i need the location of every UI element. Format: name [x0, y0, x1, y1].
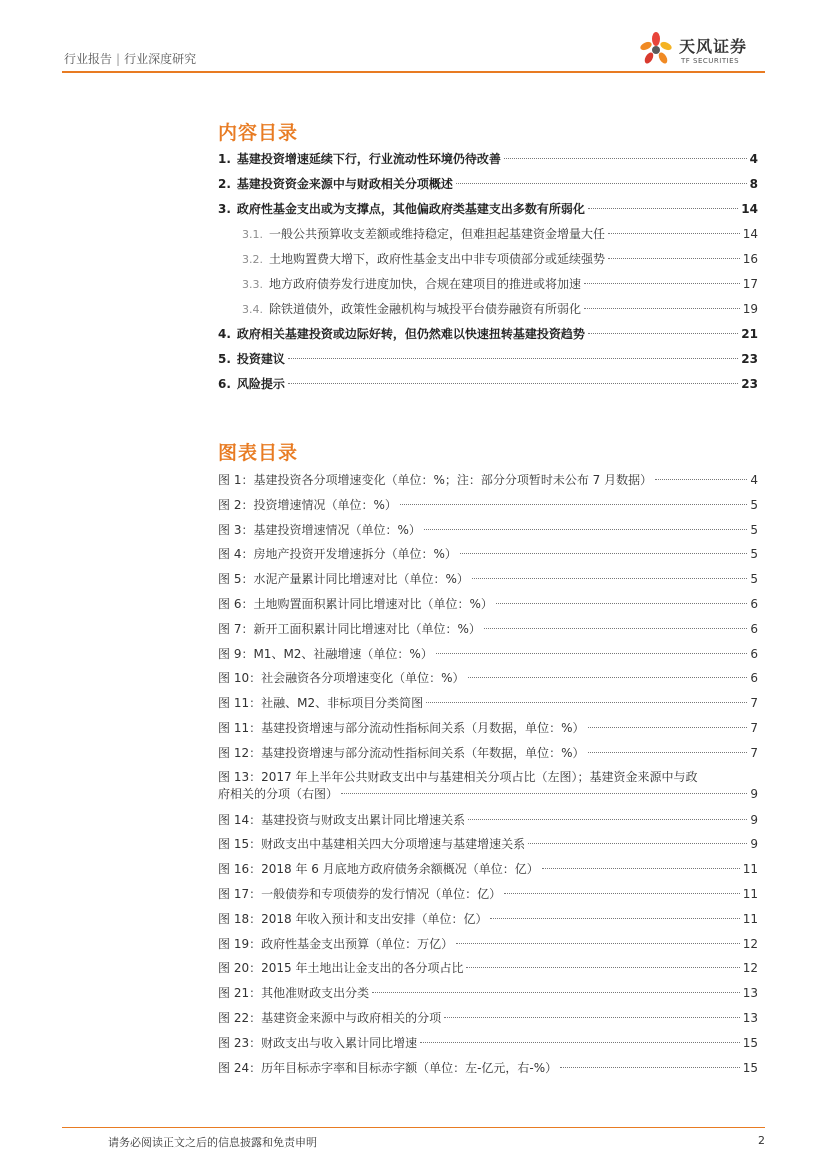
toc-entry-number: 1.: [218, 152, 231, 166]
figure-entry-text: 图 1：基建投资各分项增速变化（单位：%；注：部分分项暂时未公布 7 月数据）: [218, 473, 653, 487]
toc-entry-page: 8: [749, 177, 758, 191]
figure-leader-dots: [436, 653, 748, 654]
figure-leader-dots: [560, 1067, 740, 1068]
figure-entry-page: 5: [750, 497, 758, 512]
figure-leader-dots: [542, 868, 740, 869]
toc-entry-text: 政府性基金支出或为支撑点，其他偏政府类基建支出多数有所弱化: [236, 202, 585, 216]
toc-leader-dots: [288, 383, 738, 384]
breadcrumb-category: 行业报告: [64, 52, 113, 66]
figure-entry-page: 12: [742, 961, 758, 976]
figure-entry-page: 6: [750, 646, 758, 661]
breadcrumb: [64, 50, 196, 67]
footer-divider: [62, 1127, 765, 1128]
figure-entry[interactable]: [218, 907, 758, 932]
toc-entry-number: 4.: [218, 327, 231, 341]
figure-entry-page: 6: [750, 621, 758, 636]
figure-entry-page: 15: [742, 1060, 758, 1075]
figure-entry[interactable]: [218, 808, 758, 833]
figure-entry[interactable]: [218, 518, 758, 543]
figure-entry-text: 图 6：土地购置面积累计同比增速对比（单位：%）: [218, 596, 493, 611]
toc-leader-dots: [584, 283, 740, 284]
figure-entry[interactable]: [218, 716, 758, 741]
figure-entry[interactable]: [218, 857, 758, 882]
toc-entry[interactable]: [218, 372, 758, 397]
toc-entry[interactable]: [218, 197, 758, 222]
figure-entry-page: 11: [742, 911, 758, 926]
figure-entry-text-line2: 府相关的分项（右图）: [218, 786, 339, 801]
figure-leader-dots: [504, 893, 740, 894]
toc-entry-text: 基建投资增速延续下行，行业流动性环境仍待改善: [236, 152, 501, 166]
page-number: 2: [758, 1134, 765, 1147]
figure-entry[interactable]: [218, 882, 758, 907]
figure-leader-dots: [528, 843, 747, 844]
toc-entry[interactable]: [218, 272, 758, 297]
figure-entry-page: 5: [750, 522, 758, 537]
toc-entry-text: 政府相关基建投资或边际好转，但仍然难以快速扭转基建投资趋势: [236, 327, 585, 341]
figure-entry-page: 15: [742, 1035, 758, 1050]
figure-entry-page: 5: [750, 547, 758, 562]
figure-entry-text: 图 17：一般债券和专项债券的发行情况（单位：亿）: [218, 886, 502, 901]
figure-entry[interactable]: [218, 1056, 758, 1081]
figure-entry-page: 9: [750, 786, 758, 801]
figure-entry-page: 7: [750, 720, 758, 735]
toc-leader-dots: [584, 308, 740, 309]
figure-list-title: 图表目录: [218, 442, 299, 464]
toc-entry[interactable]: [218, 297, 758, 322]
header-divider: [62, 71, 765, 73]
toc-entry-page: 4: [749, 152, 758, 166]
toc-entry-text: 土地购置费大增下，政府性基金支出中非专项债部分或延续强势: [269, 252, 606, 266]
figure-entry-text: 图 4：房地产投资开发增速拆分（单位：%）: [218, 547, 457, 562]
figure-leader-dots: [484, 628, 748, 629]
toc-entry-text: 投资建议: [236, 352, 285, 366]
figure-entry-page: 6: [750, 671, 758, 686]
toc-entry-number: 3.2.: [242, 253, 263, 266]
figure-leader-dots: [426, 702, 747, 703]
logo: [635, 30, 765, 70]
figure-leader-dots: [490, 918, 739, 919]
figure-leader-dots: [496, 603, 748, 604]
figure-entry-text: 图 11：基建投资增速与部分流动性指标间关系（月数据，单位：%）: [218, 720, 585, 735]
figure-entry-text: 图 15：财政支出中基建相关四大分项增速与基建增速关系: [218, 837, 526, 852]
figure-entry-text: 图 23：财政支出与收入累计同比增速: [218, 1035, 418, 1050]
figure-entry[interactable]: [218, 832, 758, 857]
figure-leader-dots: [472, 578, 748, 579]
figure-entry-text: 图 14：基建投资与财政支出累计同比增速关系: [218, 812, 466, 827]
figure-leader-dots: [655, 479, 747, 480]
toc-entry-number: 3.1.: [242, 228, 263, 241]
figure-entry-text: 图 9：M1、M2、社融增速（单位：%）: [218, 646, 433, 661]
toc-entry[interactable]: [218, 147, 758, 172]
figure-leader-dots: [588, 752, 748, 753]
toc-entry-page: 14: [742, 227, 758, 241]
toc-entry-number: 3.4.: [242, 303, 263, 316]
figure-entry-page: 5: [750, 572, 758, 587]
toc-entry-page: 17: [742, 277, 758, 291]
toc-entry-number: 6.: [218, 377, 231, 391]
toc-entry[interactable]: [218, 322, 758, 347]
figure-entry-page: 4: [750, 473, 758, 487]
figure-entry[interactable]: [218, 1006, 758, 1031]
figure-entry-text: 图 19：政府性基金支出预算（单位：万亿）: [218, 936, 454, 951]
figure-entry-text: 图 11：社融、M2、非标项目分类简图: [218, 696, 424, 711]
figure-entry-text: 图 10：社会融资各分项增速变化（单位：%）: [218, 671, 465, 686]
figure-entry[interactable]: [218, 741, 758, 766]
figure-leader-dots: [468, 819, 747, 820]
figure-entry[interactable]: [218, 981, 758, 1006]
toc-entry-number: 3.: [218, 202, 231, 216]
figure-leader-dots: [468, 677, 748, 678]
toc-entry-text: 风险提示: [236, 377, 285, 391]
figure-entry-page: 13: [742, 1010, 758, 1025]
toc-leader-dots: [608, 233, 740, 234]
figure-entry-text-line1: 图 13：2017 年上半年公共财政支出中与基建相关分项占比（左图）；基建资金来源中与政: [218, 769, 698, 784]
breadcrumb-separator: |: [116, 52, 121, 66]
figure-entry[interactable]: [218, 567, 758, 592]
figure-entry-text: 图 24：历年目标赤字率和目标赤字额（单位：左-亿元，右-%）: [218, 1060, 558, 1075]
figure-entry[interactable]: [218, 493, 758, 518]
figure-entry[interactable]: [218, 468, 758, 493]
logo-flower-icon: [635, 30, 677, 70]
toc-entry[interactable]: [218, 247, 758, 272]
figure-entry-page: 9: [750, 812, 758, 827]
figure-leader-dots: [372, 992, 740, 993]
toc-leader-dots: [588, 208, 738, 209]
figure-entry[interactable]: [218, 592, 758, 617]
figure-entry[interactable]: [218, 1031, 758, 1056]
toc-entry-page: 21: [741, 327, 758, 341]
toc-entry[interactable]: [218, 347, 758, 372]
figure-entry-page: 12: [742, 936, 758, 951]
figure-entry-page: 6: [750, 596, 758, 611]
logo-name-en: TF SECURITIES: [681, 57, 740, 65]
toc-leader-dots: [588, 333, 738, 334]
figure-entry-text: 图 2：投资增速情况（单位：%）: [218, 497, 397, 512]
figure-entry-text: 图 12：基建投资增速与部分流动性指标间关系（年数据，单位：%）: [218, 745, 585, 760]
figure-entry[interactable]: [218, 932, 758, 957]
figure-leader-dots: [420, 1042, 740, 1043]
figure-entry[interactable]: [218, 691, 758, 716]
figure-entry-page: 9: [750, 837, 758, 852]
figure-leader-dots: [341, 793, 747, 794]
toc-entry-page: 23: [741, 377, 758, 391]
toc-entry-page: 23: [741, 352, 758, 366]
breadcrumb-subcategory: 行业深度研究: [124, 52, 197, 66]
toc-title: 内容目录: [218, 122, 299, 144]
figure-leader-dots: [466, 967, 739, 968]
figure-entry[interactable]: [218, 666, 758, 691]
figure-leader-dots: [460, 553, 748, 554]
figure-entry[interactable]: [218, 617, 758, 642]
figure-entry[interactable]: [218, 766, 758, 808]
footer-disclaimer: 请务必阅读正文之后的信息披露和免责申明: [108, 1136, 317, 1149]
figure-entry-text: 图 22：基建资金来源中与政府相关的分项: [218, 1010, 442, 1025]
figure-leader-dots: [424, 529, 748, 530]
figure-entry-page: 11: [742, 886, 758, 901]
toc-entry-number: 3.3.: [242, 278, 263, 291]
toc-entry-text: 地方政府债券发行进度加快，合规在建项目的推进或将加速: [269, 277, 582, 291]
figure-entry-text: 图 5：水泥产量累计同比增速对比（单位：%）: [218, 572, 469, 587]
toc-entry-number: 2.: [218, 177, 231, 191]
figure-entry-text: 图 20：2015 年土地出让金支出的各分项占比: [218, 961, 464, 976]
toc-leader-dots: [504, 158, 747, 159]
figure-entry-page: 11: [742, 862, 758, 877]
toc-entry[interactable]: [218, 222, 758, 247]
figure-entry[interactable]: [218, 542, 758, 567]
toc-entry-text: 除铁道债外，政策性金融机构与城投平台债券融资有所弱化: [269, 302, 582, 316]
page-header: [62, 30, 765, 70]
toc-leader-dots: [608, 258, 740, 259]
figure-entry-text: 图 18：2018 年收入预计和支出安排（单位：亿）: [218, 911, 488, 926]
figure-entry-text: 图 3：基建投资增速情况（单位：%）: [218, 522, 421, 537]
figure-entry[interactable]: [218, 642, 758, 667]
figure-leader-dots: [588, 727, 748, 728]
figure-entry-text: 图 16：2018 年 6 月底地方政府债务余额概况（单位：亿）: [218, 862, 539, 877]
toc-list: [218, 147, 758, 397]
toc-entry-page: 14: [741, 202, 758, 216]
figure-entry[interactable]: [218, 956, 758, 981]
toc-entry-page: 19: [742, 302, 758, 316]
figure-leader-dots: [444, 1017, 740, 1018]
figure-entry-text: 图 21：其他准财政支出分类: [218, 986, 370, 1001]
figure-leader-dots: [400, 504, 748, 505]
figure-entry-text: 图 7：新开工面积累计同比增速对比（单位：%）: [218, 621, 481, 636]
toc-entry-page: 16: [742, 252, 758, 266]
toc-leader-dots: [288, 358, 738, 359]
figure-list: [218, 468, 758, 1080]
toc-entry-number: 5.: [218, 352, 231, 366]
toc-entry[interactable]: [218, 172, 758, 197]
toc-entry-text: 基建投资资金来源中与财政相关分项概述: [236, 177, 453, 191]
toc-leader-dots: [456, 183, 747, 184]
figure-entry-page: 7: [750, 745, 758, 760]
figure-leader-dots: [456, 943, 740, 944]
figure-entry-page: 13: [742, 986, 758, 1001]
figure-entry-page: 7: [750, 696, 758, 711]
toc-entry-text: 一般公共预算收支差额或维持稳定，但难担起基建资金增量大任: [269, 227, 606, 241]
logo-name-cn: 天风证券: [679, 37, 748, 56]
